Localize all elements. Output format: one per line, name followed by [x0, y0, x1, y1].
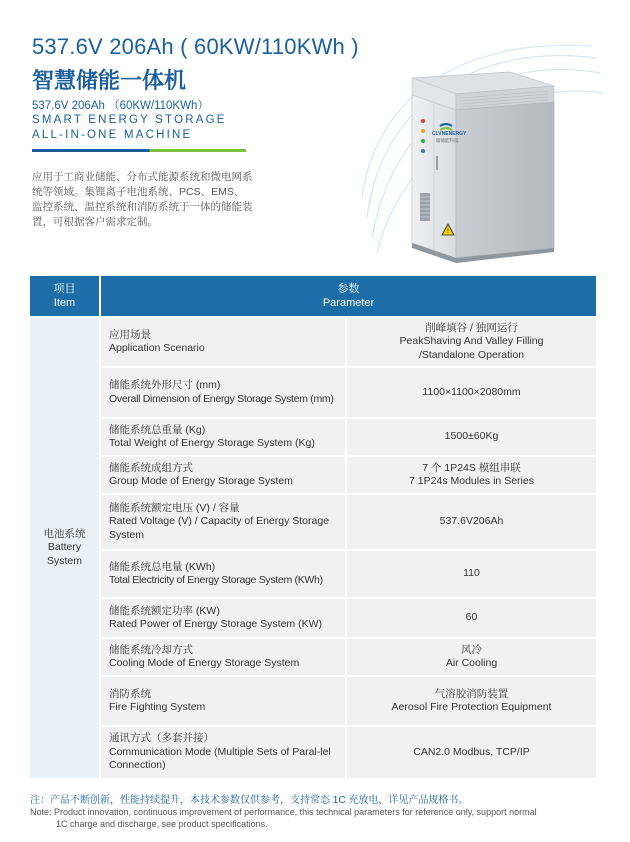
value-line: Air Cooling	[445, 657, 498, 669]
value-line: 110	[463, 567, 480, 580]
category-cn: 电池系统	[43, 527, 86, 540]
svg-text:!: !	[446, 228, 450, 235]
param-value	[346, 726, 596, 778]
category-cell	[30, 317, 100, 778]
value-line: Aerosol Fire Protection Equipment	[391, 701, 552, 713]
param-name	[100, 598, 346, 638]
header-param-cn: 参数	[337, 283, 360, 295]
category-en-2: System	[46, 554, 82, 567]
param-name	[100, 456, 346, 494]
header-parameter	[100, 276, 596, 317]
value-line: 削峰填谷 / 独网运行	[425, 321, 518, 334]
table-row	[30, 676, 596, 726]
table-row	[30, 456, 596, 494]
note-cn: 注：产品不断创新，性能持续提升，本技术参数仅供参考，支持常态 1C 充放电，详见产品规格书。	[30, 795, 469, 806]
note-en-line-2: 1C charge and discharge, see product specifications.	[56, 819, 268, 829]
param-name-cn: 应用场景	[109, 328, 151, 341]
note-en-line-1: Note: Product innovation, continuous improvement of performance, this technical parameters for reference only, support normal	[30, 807, 537, 817]
subtitle-line-1: SMART ENERGY STORAGE	[32, 114, 227, 126]
parameter-table	[30, 276, 596, 778]
param-value	[346, 367, 596, 418]
param-value	[346, 456, 596, 494]
brand-label	[432, 131, 466, 137]
value-line: 1500±60Kg	[444, 430, 499, 443]
param-name-en: Application Scenario	[109, 342, 205, 354]
value-line: 7 1P24s Modules in Series	[409, 475, 534, 487]
table-row	[30, 638, 596, 676]
table-row	[30, 550, 596, 598]
value-line: PeakShaving And Valley Filling	[399, 335, 544, 348]
param-value	[346, 676, 596, 726]
value-line: 537.6V206Ah	[439, 515, 504, 528]
value-line: 1100×1100×2080mm	[422, 385, 521, 398]
param-value	[346, 418, 596, 456]
param-name-cn: 储能系统额定电压 (V) / 容量	[109, 501, 240, 514]
table-row	[30, 598, 596, 638]
header-item-en: Item	[53, 297, 76, 309]
param-name-cn: 储能系统额定功率 (KW)	[109, 604, 220, 617]
brand-sub-label	[436, 138, 459, 144]
title-divider	[32, 149, 246, 152]
value-line: CAN2.0 Modbus, TCP/IP	[413, 745, 530, 758]
param-name	[100, 367, 346, 418]
product-title-en: 537.6V 206Ah ( 60KW/110KWh )	[32, 34, 359, 59]
param-name-en: Fire Fighting System	[109, 701, 206, 713]
param-name	[100, 418, 346, 456]
param-name-en: Group Mode of Energy Storage System	[109, 475, 293, 487]
param-name	[100, 676, 346, 726]
value-line: 气溶胶消防装置	[434, 687, 509, 700]
header-item-cn: 项目	[53, 283, 76, 295]
param-name-cn: 储能系统外形尺寸 (mm)	[109, 379, 221, 391]
table-row	[30, 367, 596, 418]
param-value	[346, 598, 596, 638]
intro-paragraph: 应用于工商业储能、分布式能源系统和微电网系统等领域。集锂离子电池系统、PCS、EMS、监控系统、温控系统和消防系统于一体的储能装置，可根据客户需求定制。	[32, 171, 253, 228]
value-line: 风冷	[461, 643, 482, 656]
product-cabinet-image	[362, 38, 602, 278]
brand-subtitle: 储储能科技	[436, 138, 459, 143]
param-name-cn: 储能系统冷却方式	[109, 643, 193, 656]
param-name-cn: 储能系统总重量 (Kg)	[109, 423, 206, 436]
subtitle-line-2: ALL-IN-ONE MACHINE	[32, 129, 193, 141]
param-value	[346, 494, 596, 550]
brand-name: CLVNENERGY	[432, 131, 467, 137]
table-row	[30, 494, 596, 550]
param-name	[100, 726, 346, 778]
param-name-cn: 通讯方式（多套并接）	[109, 732, 214, 745]
param-name	[100, 638, 346, 676]
param-name-cn: 储能系统总电量 (KWh)	[109, 560, 216, 573]
table-row	[30, 418, 596, 456]
product-title-cn: 智慧储能一体机	[32, 68, 187, 93]
header-param-en: Parameter	[322, 297, 375, 309]
value-line: /Standalone Operation	[418, 348, 525, 361]
param-name	[100, 550, 346, 598]
param-name	[100, 317, 346, 367]
category-en-1: Battery	[47, 541, 82, 554]
param-value	[346, 317, 596, 367]
note-en	[30, 806, 605, 830]
param-name-cn: 储能系统成组方式	[109, 461, 193, 474]
value-line: 60	[465, 611, 478, 624]
param-name-en: Total Electricity of Energy Storage System (KWh)	[109, 574, 323, 586]
spec-line: 537.6V 206Ah （60KW/110KWh）	[32, 100, 209, 112]
param-name	[100, 494, 346, 550]
table-header-row	[30, 276, 596, 317]
param-name-en: Rated Voltage (V) / Capacity of Energy Storage System	[109, 515, 330, 541]
param-name-en: Total Weight of Energy Storage System (Kg)	[109, 437, 315, 449]
param-name-en: Overall Dimension of Energy Storage System (mm)	[109, 392, 334, 405]
table-row	[30, 317, 596, 367]
param-name-en: Cooling Mode of Energy Storage System	[109, 657, 300, 669]
table-row	[30, 726, 596, 778]
param-value	[346, 638, 596, 676]
param-value	[346, 550, 596, 598]
param-name-cn: 消防系统	[109, 687, 151, 700]
header-item	[30, 276, 100, 317]
value-line: 7 个 1P24S 模组串联	[422, 461, 521, 474]
param-name-en: Rated Power of Energy Storage System (KW)	[109, 618, 322, 630]
param-name-en: Communication Mode (Multiple Sets of Paral-lel Connection)	[109, 745, 331, 772]
